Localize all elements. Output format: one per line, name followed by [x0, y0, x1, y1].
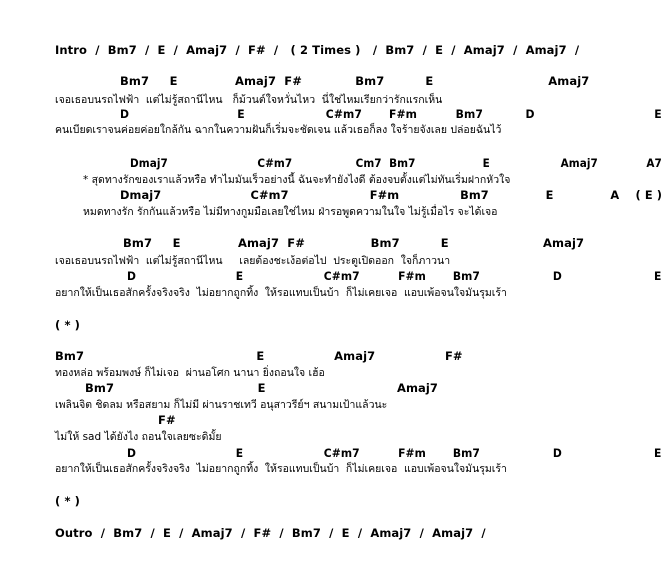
bridge-chord-line-3: F#: [158, 413, 176, 427]
verse2-chord-line-2: D E C#m7 F#m Bm7 D E: [127, 269, 662, 283]
chorus-lyric-line-2: หมดทางรัก รักกันแล้วหรือ ไม่มีทางกูมมือเลยใช่ไหม ฝ่ารอพูดความในใจ ไม่รู้เมื่อไร จะได้เจอ: [83, 206, 498, 218]
verse1-lyric-line-2: คนเบียดเราจนค่อยค่อยใกล้กัน ฉากในความฝันก็เริ่มจะชัดเจน แล้วเธอก็ลง ใจร้ายจังเลย ปล่อยฉันไว้: [55, 124, 502, 136]
verse2-chord-line-1: Bm7 E Amaj7 F# Bm7 E Amaj7: [123, 236, 585, 250]
chorus-repeat-marker-2: ( * ): [55, 494, 81, 508]
verse2-lyric-line-2: อยากให้เป็นเธอสักครั้งจริงจริง ไม่อยากถูกทิ้ง ให้รอแทบเป็นบ้า ก็ไม่เคยเจอ แอบเพ้อจนใจมันรุมเร้า: [55, 287, 507, 299]
bridge-chord-line-2: Bm7 E Amaj7: [85, 381, 439, 395]
chorus-repeat-marker: ( * ): [55, 318, 81, 332]
verse1-chord-line-2: D E C#m7 F#m Bm7 D E: [120, 107, 662, 121]
verse1-lyric-line-1: เจอเธอบนรถไฟฟ้า แต่ไม่รู้สถานีไหน ก็ม้วนต์ใจหวั่นไหว นี่ใช่ไหมเรียกว่ารักแรกเห็น: [55, 94, 443, 106]
bridge-lyric-line-4: อยากให้เป็นเธอสักครั้งจริงจริง ไม่อยากถูกทิ้ง ให้รอแทบเป็นบ้า ก็ไม่เคยเจอ แอบเพ้อจนใจมันรุมเร้า: [55, 463, 507, 475]
verse1-chord-line-1: Bm7 E Amaj7 F# Bm7 E Amaj7: [120, 74, 590, 88]
bridge-lyric-line-2: เพลินจิต ชิดลม หรือสยาม ก็ไม่มี ผ่านราชเทวี อนุสาวรีย์ฯ สนามเป้าแล้วนะ: [55, 399, 388, 411]
intro-line: Intro / Bm7 / E / Amaj7 / F# / ( 2 Times ) / Bm7 / E / Amaj7 / Amaj7 /: [55, 43, 580, 57]
chorus-chord-line-2: Dmaj7 C#m7 F#m Bm7 E A ( E ): [120, 188, 663, 202]
bridge-chord-line-1: Bm7 E Amaj7 F#: [55, 349, 463, 363]
outro-line: Outro / Bm7 / E / Amaj7 / F# / Bm7 / E / Amaj7 / Amaj7 /: [55, 526, 486, 540]
verse2-lyric-line-1: เจอเธอบนรถไฟฟ้า แต่ไม่รู้สถานีไหน เลยต้องชะเง้อต่อไป ประตูเปิดออก ใจก็ภาวนา: [55, 255, 451, 267]
chorus-chord-line-1: Dmaj7 C#m7 Cm7 Bm7 E Amaj7 A7: [130, 156, 662, 170]
bridge-chord-line-4: D E C#m7 F#m Bm7 D E: [127, 446, 662, 460]
bridge-lyric-line-3: ไม่ให้ sad ได้ยังไง ถอนใจเลยซะดิมั้ย: [55, 431, 222, 443]
chorus-lyric-line-1: * สุดทางรักของเราแล้วหรือ ทำไมมันเร็วอย่างนี้ ฉันจะทำยังไงดี ต้องจบตั้งแต่ไม่ทันเริ่มฝากหัวใจ: [83, 174, 511, 186]
bridge-lyric-line-1: ทองหล่อ พร้อมพงษ์ ก็ไม่เจอ ผ่านอโศก นานา ยิ่งถอนใจ เฮ้อ: [55, 367, 325, 379]
